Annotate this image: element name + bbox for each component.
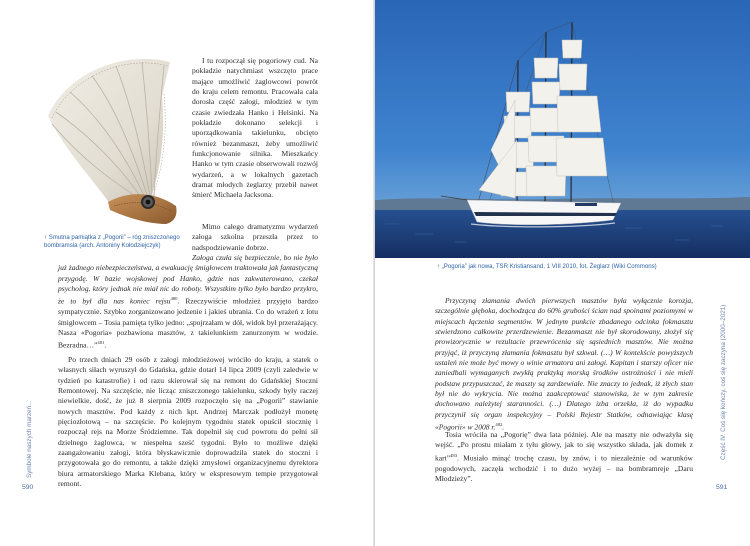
tosia-text-rest: . Musiało minąć trochę czasu, by znów, i to niezależnie od warunków pogodowych, zaczęła wchodzić i to dużo wyżej – na bombramreje „Daru Młodzieży”. (435, 453, 693, 483)
right-page (375, 0, 750, 546)
left-page (0, 0, 374, 546)
left-page-number: 590 (22, 484, 34, 491)
sail-photo-caption: ↑ Smutna pamiątka z „Pogorii” – róg zniszczonego bombramsla (arch. Antoniny Kołodziejczyk) (44, 234, 180, 250)
paragraph-drama: Mimo całego dramatyzmu wydarzeń załoga szkolna przeszła przez to nadspodziewanie dobrze. (192, 222, 318, 252)
tosia-text: Tosia wróciła na „Pogorię” dwa lata później. Ale na maszty nie odważyła się wejść. „Po prostu miałam z tyłu głowy, jak to się wszystko składa, jak domek z kart” (435, 430, 693, 463)
footnote-483: 483 (450, 452, 457, 458)
left-side-note: Symbole naszych marzeń... (26, 400, 33, 478)
ship-name-plate (575, 203, 597, 206)
paragraph-tosia-return (435, 430, 693, 484)
sail-fragment-photo (44, 56, 184, 228)
footnote-480: 480 (170, 296, 178, 302)
quote-text: Załoga czuła się bezpiecznie, bo nie było już żadnego niebezpieczeństwa, a ewakuację śmigłowcem traktowała jak fantastyczną przygodę. W bazie wojskowej pod Hanko, gdzie nas zakwaterowano, czekał psycholog, który jednak nie miał nic do roboty. Wszystkim tylko było bardzo przykro, że to był dla nas koniec rejsu (58, 253, 318, 306)
quote-maritime-chamber: Przyczyną złamania dwóch pierwszych masztów była wyłącznie korozja, szczególnie głęboka, dochodząca do 60% grubości ścian nad spoinami poziomymi w miejscach łączenia segmentów. W jednym punkcie zbadanego odcinka fokmasztu stwierdzono całkowite przerdzewienie. Bezanmaszt nie był skorodowany, złożył się prowizorycznie w rezultacie przewrócenia się sąsiednich masztów. Nie można przyjąć, iż przyczyną złamania fokmasztu był szkwał. (…) W kontekście powyższych ustaleń nie może być mowy o winie armatora ani załogi. Kapitan i starszy oficer nie zaniedbali wymaganych zwykłą praktyką morską środków ostrożności i nie mieli podstaw przypuszczać, że maszty są zardzewiałe. Nie znaczy to jednak, iż złych stan był nie do wykrycia. Nie można zaakceptować stanowiska, że w tym zakresie dochowano należytej staranności. (…) Dlatego izba orzekła, iż do wypadku przyczynił się organ inspekcyjny – Polski Rejestr Statków, odnawiając klasę «Pogorii» w 2008 r.$^{482}$. (435, 296, 693, 432)
chamber-quote-text: Przyczyną złamania dwóch pierwszych masztów była wyłącznie korozja, szczególnie głęboka, dochodząca do 60% grubości ścian nad spoinami poziomymi w miejscach łączenia segmentów. W jednym punkcie zbadanego odcinka fokmasztu stwierdzono całkowite przerdzewienie. Bezanmaszt nie był skorodowany, złożył się prowizorycznie w rezultacie przewrócenia się sąsiednich masztów. Nie można przyjąć, iż przyczyną złamania fokmasztu był szkwał. (…) W kontekście powyższych ustaleń nie może być mowy o winie armatora ani załogi. Kapitan i starszy oficer nie zaniedbali wymaganych zwykłą praktyką morską środków ostrożności i nie mieli podstaw przypuszczać, że maszty są zardzewiałe. Nie znaczy to jednak, iż złych stan był nie do wykrycia. Nie można zaakceptować stanowiska, że w tym zakresie dochowano należytej staranności. (…) Dlatego izba orzekła, iż do wypadku przyczynił się organ inspekcyjny – Polski Rejestr Statków, odnawiając klasę «Pogorii» w 2008 r. (435, 296, 693, 432)
right-page-number: 591 (716, 484, 728, 491)
sailing-ship-photo (375, 0, 750, 258)
right-side-note: Część IV. Coś się kończy, coś się zaczyna (2000–2021) (720, 304, 727, 460)
footnote-482: 482 (495, 422, 503, 428)
paragraph-miracle: I tu rozpoczął się pogoriowy cud. Na pokładzie natychmiast wszczęto prace mające umożliwić żaglowcowi powrót do kraju celem remontu. Pracowała cała dorosła część załogi, młodzież w tym czasie zwiedzała Hanko i Helsinki. Na pokładzie dokonano selekcji i uporządkowania takielunku, obcięto również bezanmaszt, żeby umożliwić funkcjonowanie silnika. Mieszkańcy Hanko w tym czasie obserwowali rozwój wydarzeń, a w lokalnych gazetach dramat młodych żeglarzy przebił nawet śmierć Michaela Jacksona. (192, 56, 318, 200)
quote-continuation: . Rzeczywiście młodzież przyjęto bardzo sympatycznie. Szybko zorganizowano jedzenie i jakieś ubrania. Co do wrażeń z lotu śmigłowcem – Tosia pamięta tylko jedno: „spojrzałam w dół, widok był przerażający. Nasza «Pogoria» pozbawiona masztów, z takielunkiem zanurzonym w wodzie. Bezradna…” (58, 296, 318, 350)
quote-crew-evacuation: Załoga czuła się bezpiecznie, bo nie było już żadnego niebezpieczeństwa, a ewakuację śmigłowcem traktowała jak fantastyczną przygodę. W bazie wojskowej pod Hanko, gdzie nas zakwaterowano, czekał psycholog, który jednak nie miał nic do roboty. Wszystkim tylko było bardzo przykro, że to był dla nas koniec rejsu$^{480}$. Rzeczywiście młodzież przyjęto bardzo sympatycznie. Szybko zorganizowano jedzenie i jakieś ubrania. Co do wrażeń z lotu śmigłowcem – Tosia pamięta tylko jedno: „spojrzałam w dół, widok był przerażający. Nasza «Pogoria» pozbawiona masztów, z takielunkiem zanurzonym w wodzie. Bezradna…”$^{481}$. (58, 253, 318, 350)
ship-photo-caption: ↑ „Pogoria” jak nowa, TSR Kristiansand, 1 VIII 2010, fot. Żeglarz (Wiki Commons) (437, 263, 657, 270)
paragraph-return: Po trzech dniach 29 osób z załogi młodzieżowej wróciło do kraju, a statek o własnych siłach wyruszył do Gdańska, gdzie dotarł 14 lipca 2009 (czyli zaledwie w tydzień po katastrofie) i od razu skierował się na remont do Gdańskiej Stoczni Remontowej. Na szczęście, nie licząc zniszczonego takielunku, szkody były raczej niewielkie, dość, że już 8 sierpnia 2009 rozpoczęło się na „Pogorii” stawianie nowych masztów. Pod każdy z nich kpt. Andrzej Marczak podłożył monetę pięciozłotową – na szczęście. Po kolejnym tygodniu statek opuścił stocznię i rozpoczął rejs na Morze Śródziemne. Tak dopełnił się cud powrotu do pełni sił dzielnego żaglowca, w niespełna sześć tygodni. Było to możliwe dzięki zaangażowaniu załogi, która błyskawicznie doprowadziła statek do stoczni i przygotowała go do remontu, a także dzięki zmysłowi organizacyjnemu dyrektora biura armatorskiego Marka Klebana, który w ekspresowym tempie przygotował remont. (58, 355, 318, 489)
footnote-481: 481 (97, 340, 105, 346)
